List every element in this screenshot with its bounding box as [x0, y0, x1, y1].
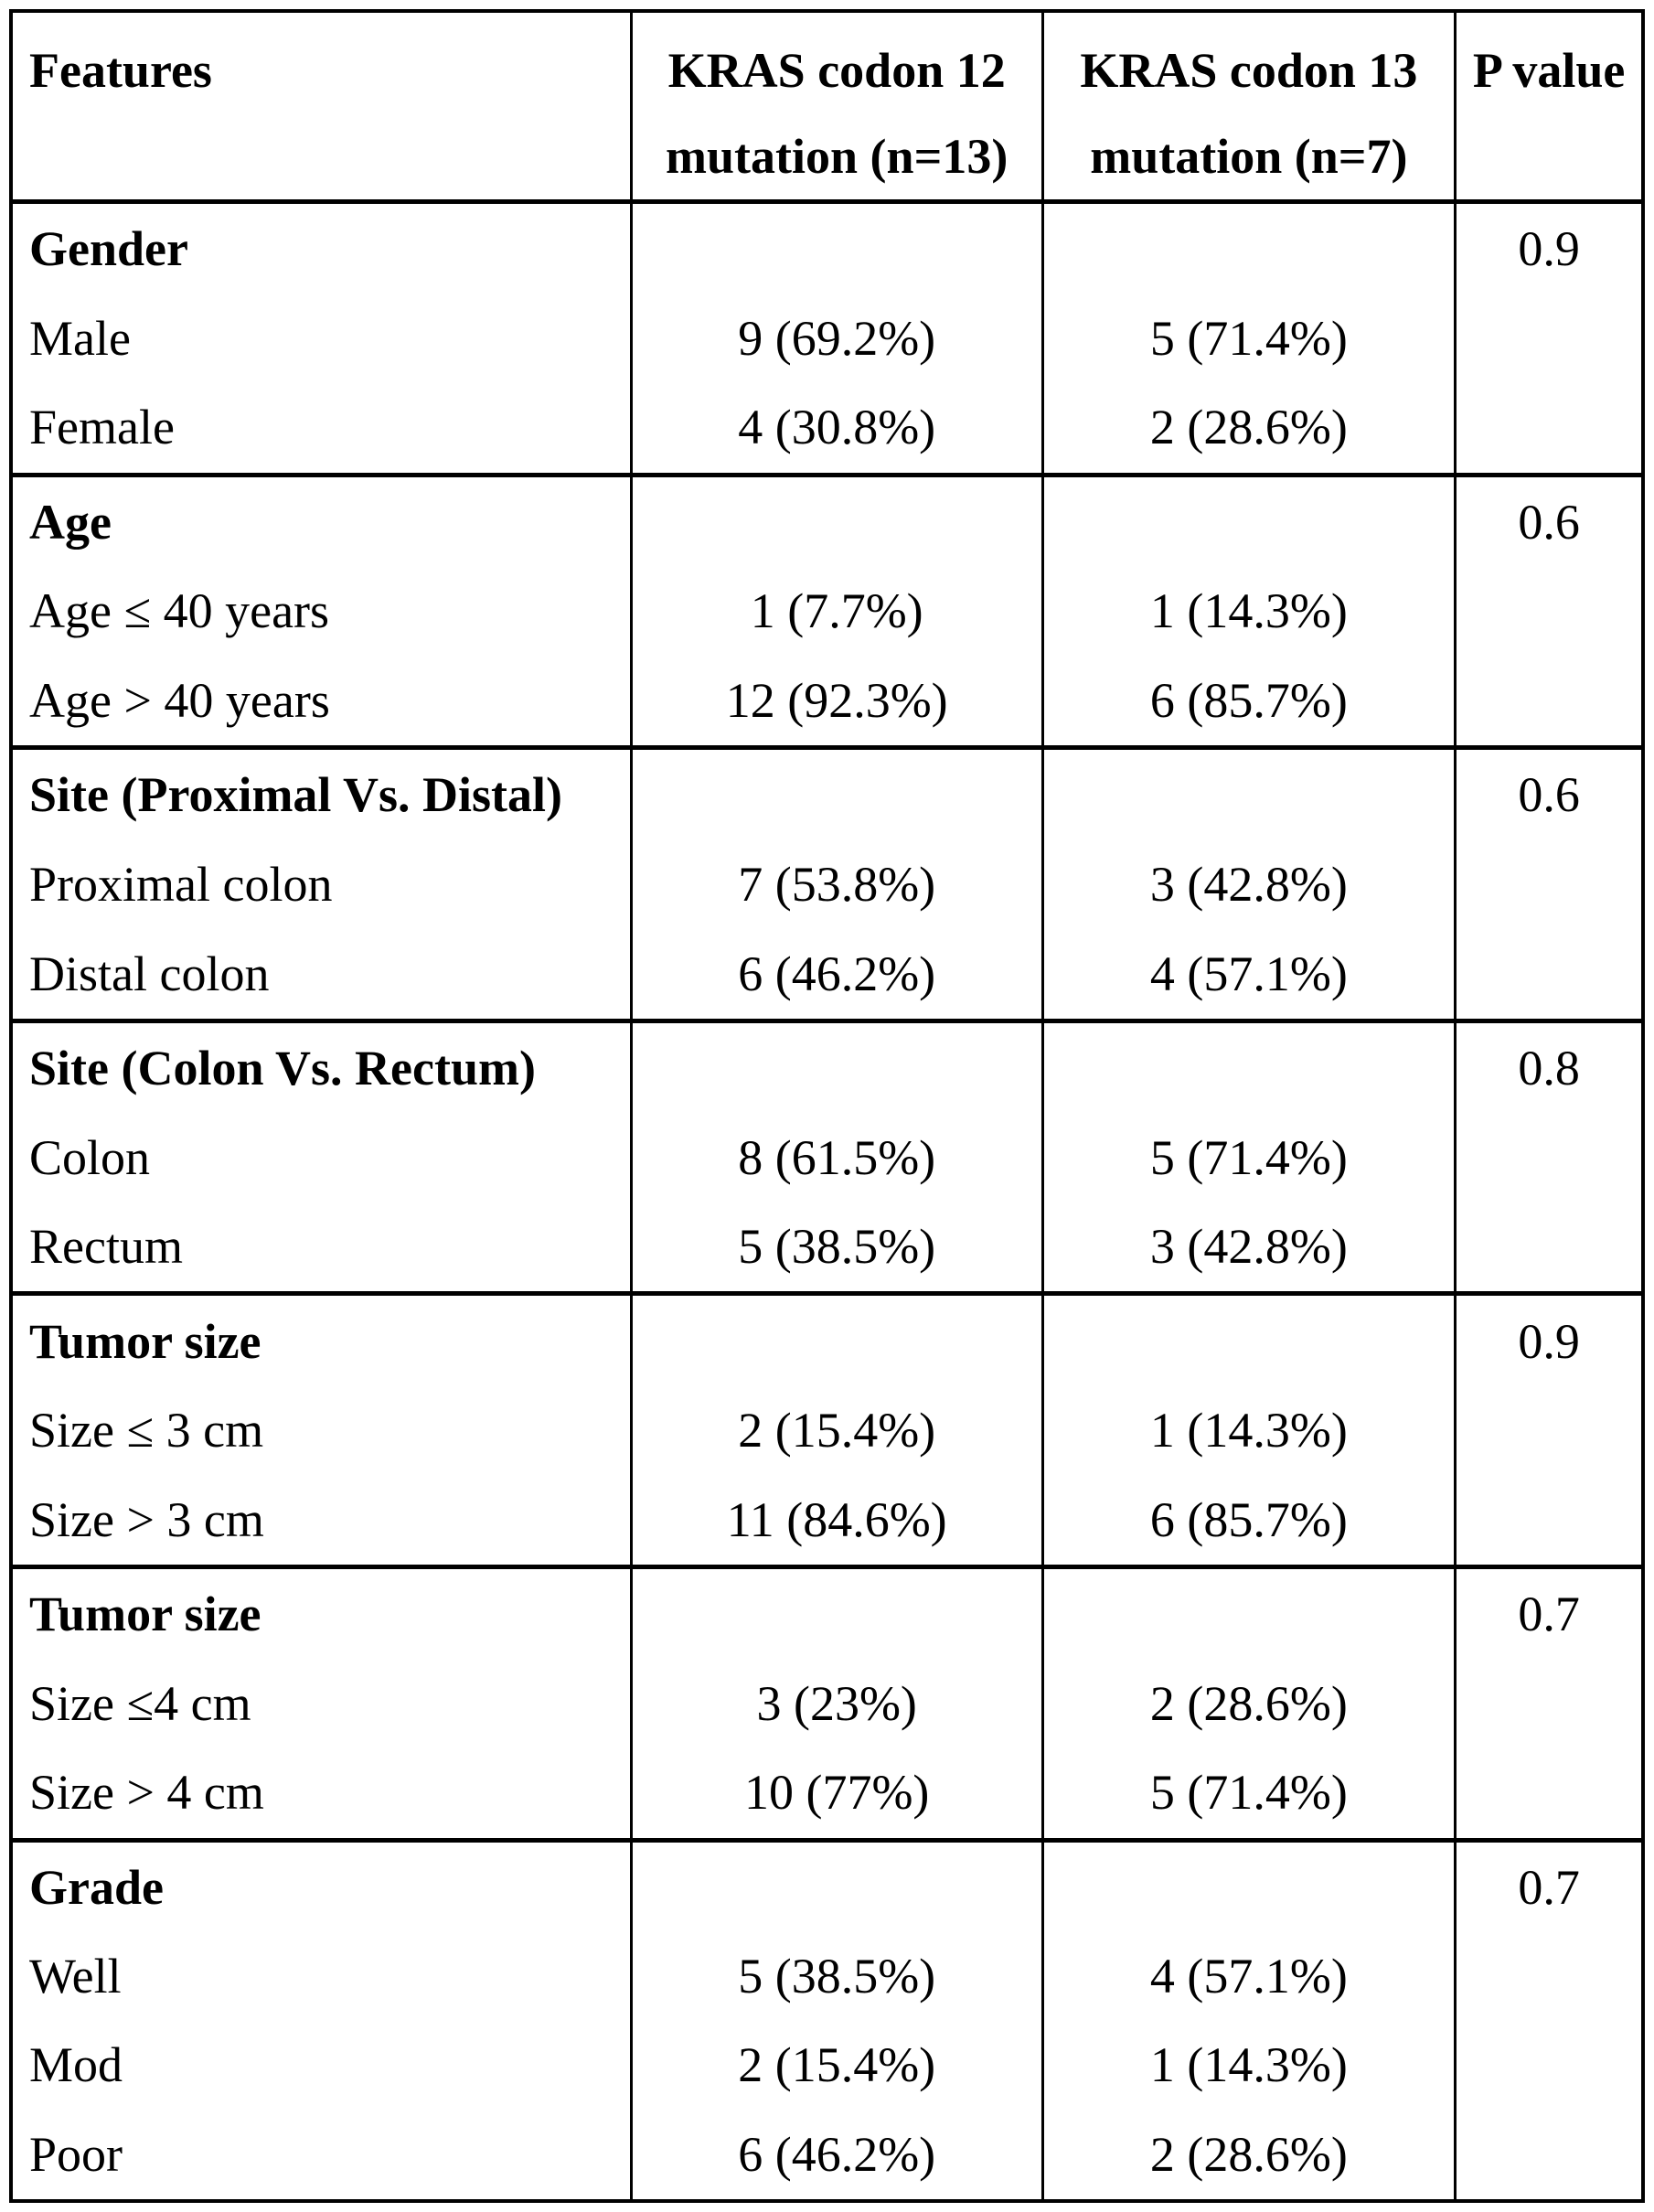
- feature-label-cell: Poor: [11, 2110, 631, 2201]
- empty-cell: [1456, 1932, 1643, 2021]
- empty-cell: [1456, 1386, 1643, 1475]
- table-row: [11, 656, 1643, 748]
- empty-cell: [1456, 840, 1643, 929]
- table-row: [11, 1202, 1643, 1294]
- feature-label-cell: Size ≤ 3 cm: [11, 1386, 631, 1475]
- feature-label-cell: Age > 40 years: [11, 656, 631, 748]
- p-value-cell: 0.8: [1456, 1021, 1643, 1113]
- empty-cell: [1456, 1659, 1643, 1747]
- codon12-value-cell: 3 (23%): [631, 1659, 1042, 1747]
- empty-cell: [1042, 1021, 1456, 1113]
- codon12-value-cell: 6 (46.2%): [631, 928, 1042, 1021]
- p-value-cell: 0.9: [1456, 202, 1643, 294]
- feature-label-cell: Male: [11, 294, 631, 382]
- codon13-value-cell: 2 (28.6%): [1042, 1659, 1456, 1747]
- header-line: mutation (n=13): [666, 129, 1008, 184]
- table-row: [11, 2021, 1643, 2110]
- codon13-value-cell: 3 (42.8%): [1042, 840, 1456, 929]
- table-header: [11, 11, 1643, 202]
- empty-cell: [631, 1294, 1042, 1386]
- section-header-row: [11, 1567, 1643, 1660]
- table-section: [11, 1840, 1643, 2201]
- codon12-value-cell: 8 (61.5%): [631, 1113, 1042, 1202]
- codon12-value-cell: 10 (77%): [631, 1747, 1042, 1840]
- feature-label-cell: Size > 4 cm: [11, 1747, 631, 1840]
- section-label-cell: Site (Proximal Vs. Distal): [11, 748, 631, 840]
- table-row: [11, 1747, 1643, 1840]
- empty-cell: [631, 475, 1042, 567]
- header-line: mutation (n=7): [1090, 129, 1408, 184]
- feature-label-cell: Proximal colon: [11, 840, 631, 929]
- kras-mutation-features-table: [9, 9, 1645, 2203]
- empty-cell: [631, 1840, 1042, 1932]
- codon13-value-cell: 1 (14.3%): [1042, 1386, 1456, 1475]
- table-row: [11, 2110, 1643, 2201]
- table-row: [11, 382, 1643, 475]
- table-row: [11, 1659, 1643, 1747]
- codon12-value-cell: 7 (53.8%): [631, 840, 1042, 929]
- codon13-value-cell: 4 (57.1%): [1042, 928, 1456, 1021]
- codon12-value-cell: 5 (38.5%): [631, 1932, 1042, 2021]
- table-row: [11, 1113, 1643, 1202]
- feature-label-cell: Colon: [11, 1113, 631, 1202]
- table-section: [11, 748, 1643, 1021]
- empty-cell: [631, 1567, 1042, 1660]
- header-cell-features: [11, 11, 631, 202]
- table-row: [11, 1475, 1643, 1567]
- feature-label-cell: Female: [11, 382, 631, 475]
- codon13-value-cell: 5 (71.4%): [1042, 1747, 1456, 1840]
- codon12-value-cell: 2 (15.4%): [631, 1386, 1042, 1475]
- feature-label-cell: Size ≤4 cm: [11, 1659, 631, 1747]
- table-row: [11, 928, 1643, 1021]
- empty-cell: [1456, 1475, 1643, 1567]
- empty-cell: [1456, 567, 1643, 656]
- section-header-row: [11, 1840, 1643, 1932]
- empty-cell: [1456, 1113, 1643, 1202]
- table-row: [11, 294, 1643, 382]
- empty-cell: [1456, 928, 1643, 1021]
- codon12-value-cell: 11 (84.6%): [631, 1475, 1042, 1567]
- codon12-value-cell: 6 (46.2%): [631, 2110, 1042, 2201]
- empty-cell: [1456, 656, 1643, 748]
- section-header-row: [11, 1294, 1643, 1386]
- section-label-cell: Tumor size: [11, 1294, 631, 1386]
- empty-cell: [1456, 1747, 1643, 1840]
- codon13-value-cell: 6 (85.7%): [1042, 1475, 1456, 1567]
- empty-cell: [631, 202, 1042, 294]
- codon12-value-cell: 9 (69.2%): [631, 294, 1042, 382]
- empty-cell: [1042, 748, 1456, 840]
- empty-cell: [1042, 1840, 1456, 1932]
- empty-cell: [1042, 1294, 1456, 1386]
- codon12-value-cell: 12 (92.3%): [631, 656, 1042, 748]
- feature-label-cell: Well: [11, 1932, 631, 2021]
- header-cell-kras-codon-13: [1042, 11, 1456, 202]
- section-header-row: [11, 475, 1643, 567]
- section-label-cell: Gender: [11, 202, 631, 294]
- empty-cell: [631, 748, 1042, 840]
- p-value-cell: 0.6: [1456, 475, 1643, 567]
- section-header-row: [11, 748, 1643, 840]
- feature-label-cell: Rectum: [11, 1202, 631, 1294]
- empty-cell: [1456, 382, 1643, 475]
- empty-cell: [1042, 202, 1456, 294]
- empty-cell: [1042, 1567, 1456, 1660]
- p-value-cell: 0.9: [1456, 1294, 1643, 1386]
- header-line: KRAS codon 13: [1080, 43, 1418, 98]
- table-row: [11, 1386, 1643, 1475]
- codon12-value-cell: 5 (38.5%): [631, 1202, 1042, 1294]
- table-section: [11, 475, 1643, 748]
- feature-label-cell: Size > 3 cm: [11, 1475, 631, 1567]
- header-line: P value: [1472, 43, 1626, 98]
- header-cell-kras-codon-12: [631, 11, 1042, 202]
- codon13-value-cell: 5 (71.4%): [1042, 294, 1456, 382]
- empty-cell: [1042, 475, 1456, 567]
- header-row: [11, 11, 1643, 202]
- section-header-row: [11, 202, 1643, 294]
- codon12-value-cell: 4 (30.8%): [631, 382, 1042, 475]
- feature-label-cell: Age ≤ 40 years: [11, 567, 631, 656]
- empty-cell: [1456, 294, 1643, 382]
- table-row: [11, 567, 1643, 656]
- empty-cell: [631, 1021, 1042, 1113]
- codon13-value-cell: 1 (14.3%): [1042, 2021, 1456, 2110]
- section-label-cell: Grade: [11, 1840, 631, 1932]
- section-header-row: [11, 1021, 1643, 1113]
- table-section: [11, 1021, 1643, 1294]
- codon13-value-cell: 5 (71.4%): [1042, 1113, 1456, 1202]
- codon13-value-cell: 4 (57.1%): [1042, 1932, 1456, 2021]
- header-line: KRAS codon 12: [667, 43, 1006, 98]
- table-row: [11, 1932, 1643, 2021]
- codon13-value-cell: 1 (14.3%): [1042, 567, 1456, 656]
- codon13-value-cell: 3 (42.8%): [1042, 1202, 1456, 1294]
- feature-label-cell: Distal colon: [11, 928, 631, 1021]
- empty-cell: [1456, 2110, 1643, 2201]
- section-label-cell: Tumor size: [11, 1567, 631, 1660]
- codon13-value-cell: 2 (28.6%): [1042, 2110, 1456, 2201]
- header-line: Features: [29, 43, 212, 98]
- header-cell-p-value: [1456, 11, 1643, 202]
- table-row: [11, 840, 1643, 929]
- feature-label-cell: Mod: [11, 2021, 631, 2110]
- empty-cell: [1456, 1202, 1643, 1294]
- p-value-cell: 0.7: [1456, 1840, 1643, 1932]
- p-value-cell: 0.7: [1456, 1567, 1643, 1660]
- p-value-cell: 0.6: [1456, 748, 1643, 840]
- section-label-cell: Site (Colon Vs. Rectum): [11, 1021, 631, 1113]
- codon13-value-cell: 6 (85.7%): [1042, 656, 1456, 748]
- table-section: [11, 202, 1643, 476]
- codon12-value-cell: 2 (15.4%): [631, 2021, 1042, 2110]
- codon12-value-cell: 1 (7.7%): [631, 567, 1042, 656]
- codon13-value-cell: 2 (28.6%): [1042, 382, 1456, 475]
- table-section: [11, 1294, 1643, 1567]
- section-label-cell: Age: [11, 475, 631, 567]
- empty-cell: [1456, 2021, 1643, 2110]
- table-section: [11, 1567, 1643, 1841]
